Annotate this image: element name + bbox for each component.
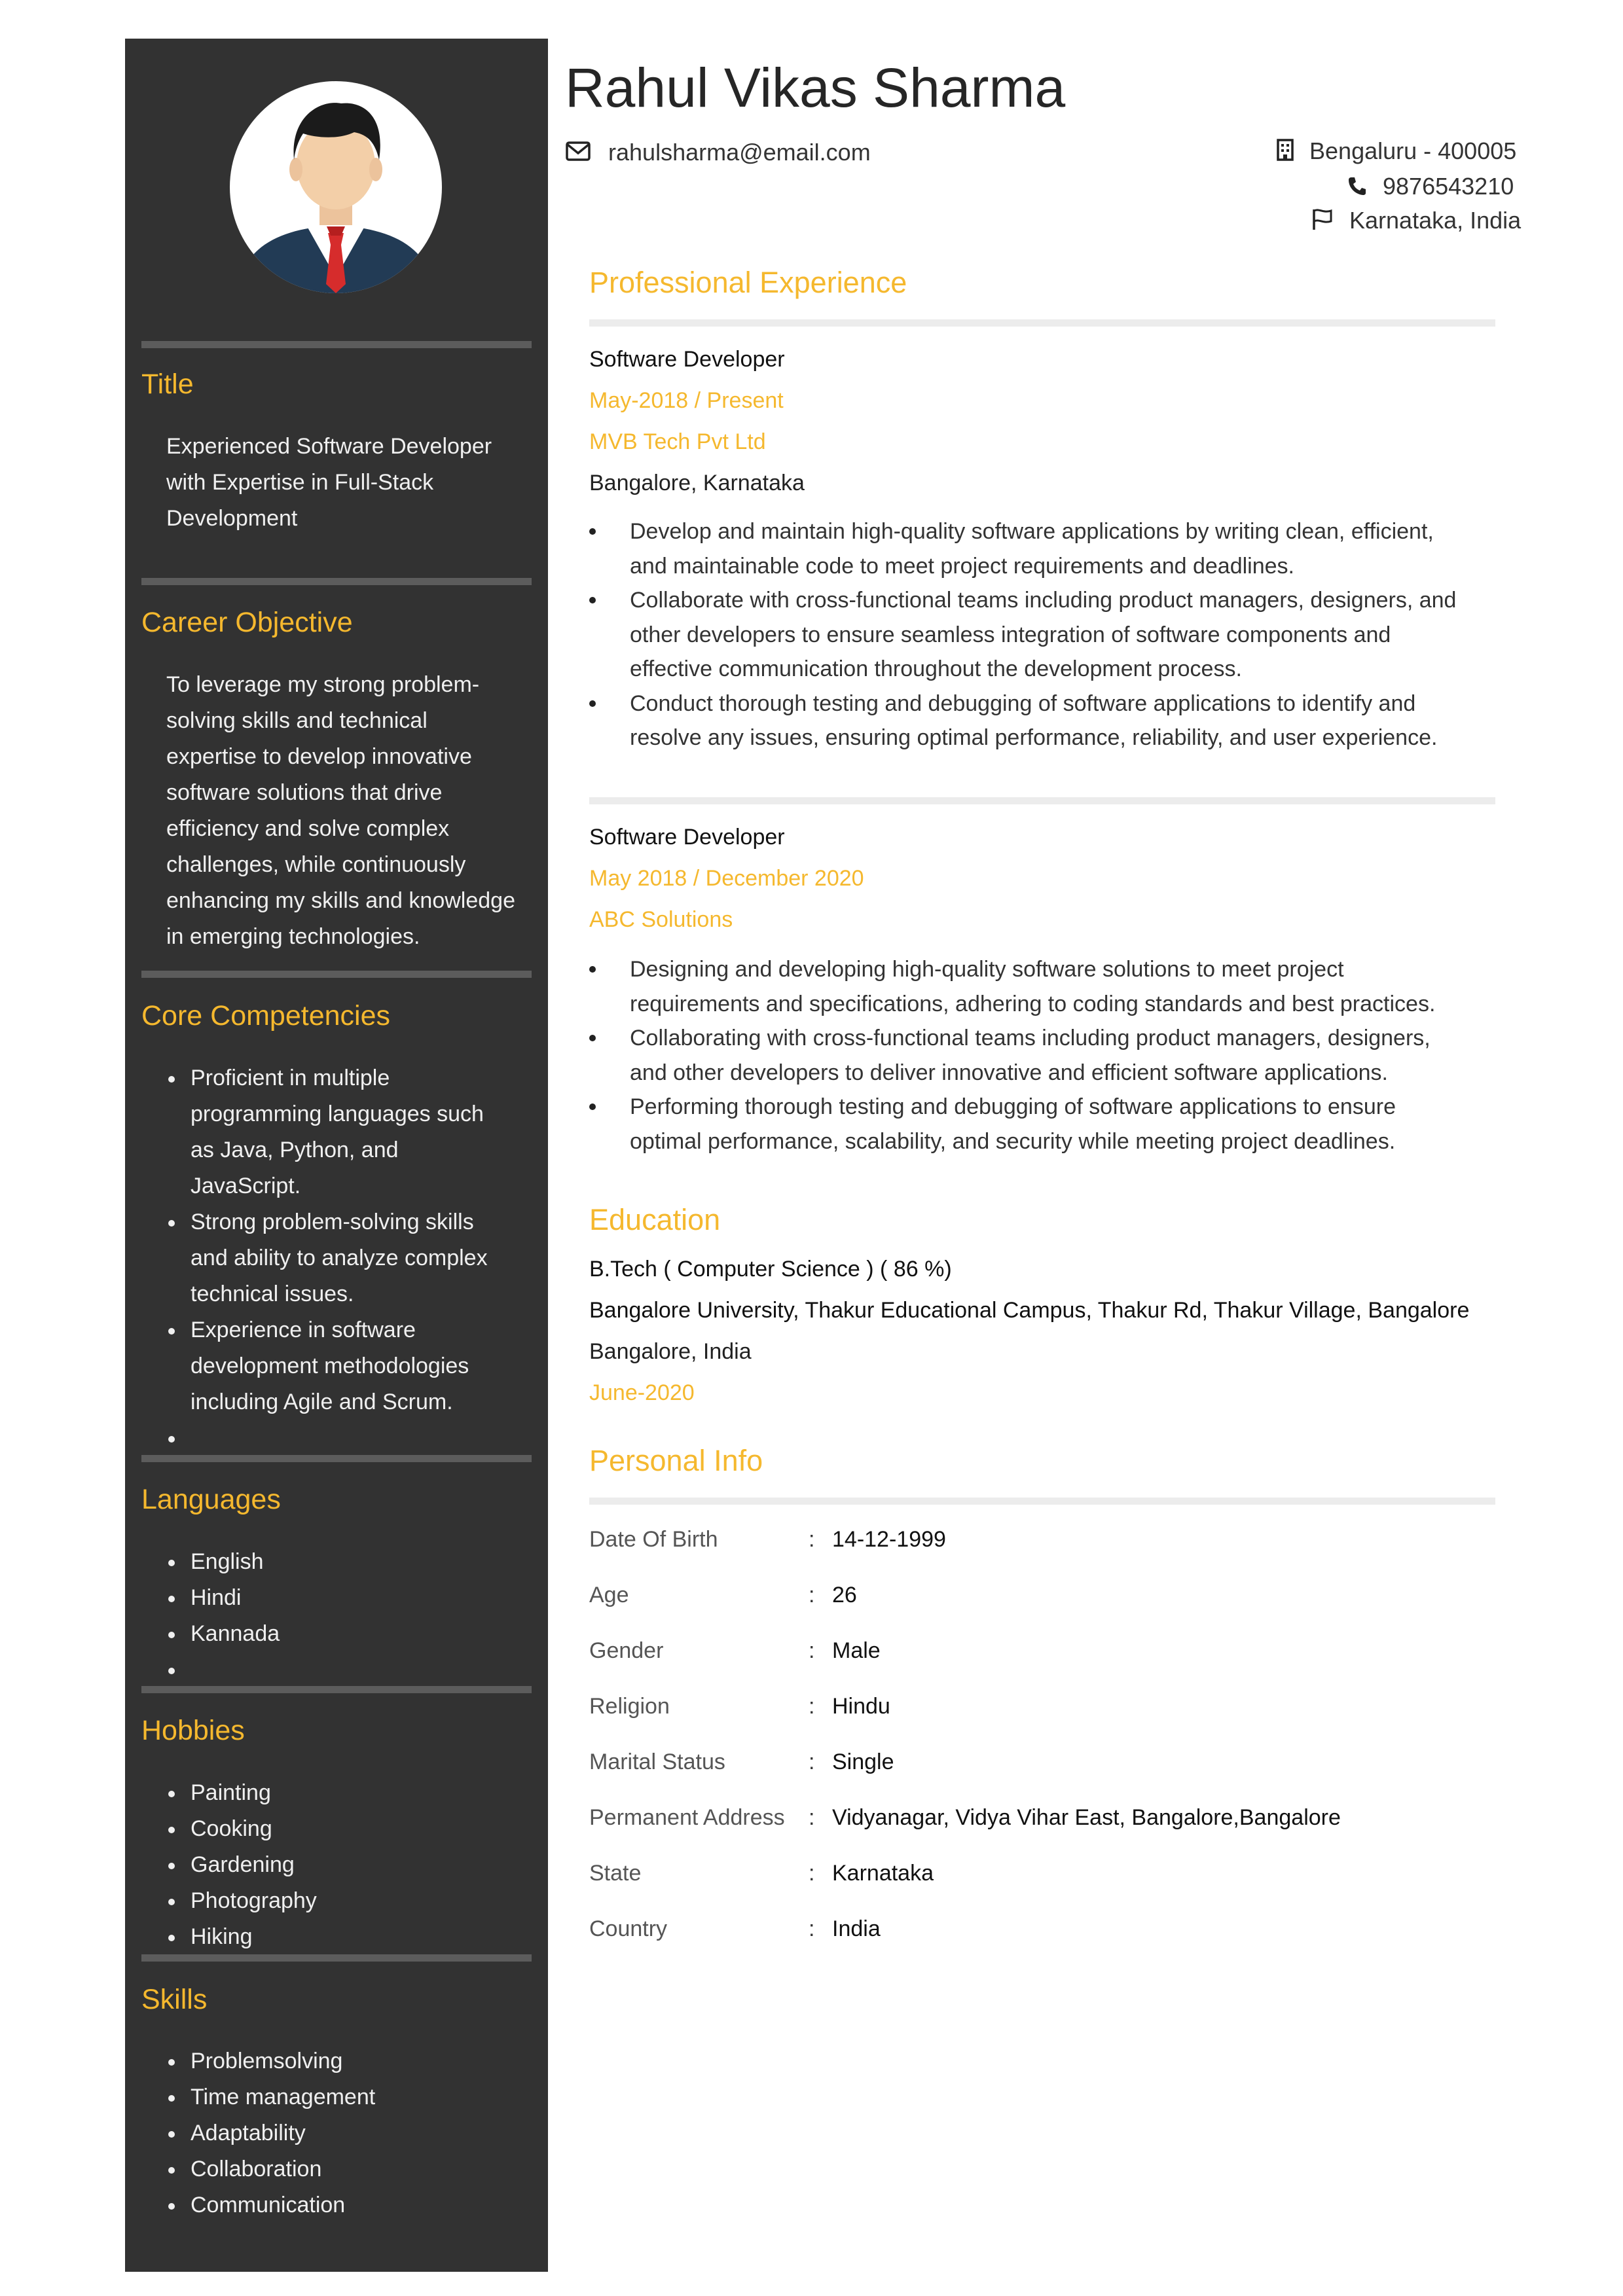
list-item: Adaptability xyxy=(141,2115,531,2151)
list-item: Strong problem-solving skills and ability to analyze complex technical issues. xyxy=(141,1204,531,1312)
job-dates: May 2018 / December 2020 xyxy=(589,866,864,891)
education-heading: Education xyxy=(589,1203,721,1236)
address-contact xyxy=(1277,137,1516,167)
list-item: Collaboration xyxy=(141,2151,531,2187)
info-separator: : xyxy=(809,1583,815,1607)
info-separator: : xyxy=(809,1749,815,1774)
core-competencies-heading: Core Competencies xyxy=(141,1000,391,1031)
building-icon xyxy=(1277,139,1294,167)
info-value: India xyxy=(832,1916,881,1941)
info-label: Gender xyxy=(589,1638,664,1663)
experience-heading: Professional Experience xyxy=(589,266,907,299)
list-item: Communication xyxy=(141,2187,531,2223)
job-role: Software Developer xyxy=(589,825,785,850)
list-item: Collaborate with cross-functional teams including product managers, designers, and other developers to ensure seamless integration of software components and effective communication throughout the development process. xyxy=(589,583,1495,687)
job-company: MVB Tech Pvt Ltd xyxy=(589,429,766,454)
info-value: Hindu xyxy=(832,1694,890,1719)
phone-contact[interactable] xyxy=(1347,173,1514,202)
email-contact[interactable] xyxy=(565,139,871,168)
info-value: 14-12-1999 xyxy=(832,1527,946,1552)
education-institution: Bangalore University, Thakur Educational Campus, Thakur Rd, Thakur Village, Bangalore xyxy=(589,1298,1470,1323)
info-separator: : xyxy=(809,1694,815,1719)
list-item: Painting xyxy=(141,1775,531,1811)
title-text: Experienced Software Developer with Expertise in Full-Stack Development xyxy=(166,434,492,531)
info-separator: : xyxy=(809,1638,815,1663)
candidate-name: Rahul Vikas Sharma xyxy=(565,57,1066,118)
list-item: Problemsolving xyxy=(141,2043,531,2079)
section-divider xyxy=(589,319,1495,327)
job-responsibilities xyxy=(589,952,1495,1158)
info-label: Date Of Birth xyxy=(589,1527,718,1552)
education-date: June-2020 xyxy=(589,1380,695,1405)
job-location: Bangalore, Karnataka xyxy=(589,471,805,495)
phone-icon xyxy=(1347,174,1367,202)
envelope-icon xyxy=(565,140,591,168)
title-heading: Title xyxy=(141,368,194,400)
info-value: Karnataka xyxy=(832,1861,934,1886)
list-item: Kannada xyxy=(141,1616,531,1652)
list-item: Hindi xyxy=(141,1580,531,1616)
list-item: Experience in software development methodologies including Agile and Scrum. xyxy=(141,1312,531,1420)
hobbies-heading: Hobbies xyxy=(141,1715,245,1746)
section-divider xyxy=(589,797,1495,804)
job-dates: May-2018 / Present xyxy=(589,388,784,413)
list-item: Time management xyxy=(141,2079,531,2115)
info-separator: : xyxy=(809,1916,815,1941)
info-label: Religion xyxy=(589,1694,670,1719)
list-item: Designing and developing high-quality software solutions to meet project requirements and specifications, adhering to coding standards and best practices. xyxy=(589,952,1495,1021)
info-label: Permanent Address xyxy=(589,1805,785,1830)
career-objective-text: To leverage my strong problem- solving skills and technical expertise to develop innovative software solutions that drive efficiency and solve complex challenges, while continuously enhancing my skills and knowledge in emerging technologies. xyxy=(166,672,515,949)
list-item: Cooking xyxy=(141,1811,531,1847)
education-location: Bangalore, India xyxy=(589,1339,752,1364)
list-item: Performing thorough testing and debugging of software applications to ensure optimal performance, scalability, and security while meeting project deadlines. xyxy=(589,1090,1495,1158)
email-text: rahulsharma@email.com xyxy=(608,139,871,166)
job-role: Software Developer xyxy=(589,347,785,372)
career-objective-heading: Career Objective xyxy=(141,607,353,638)
info-separator: : xyxy=(809,1527,815,1552)
personal-info-heading: Personal Info xyxy=(589,1444,763,1477)
info-label: State xyxy=(589,1861,642,1886)
region-text: Karnataka, India xyxy=(1349,207,1522,234)
list-item: Conduct thorough testing and debugging of software applications to identify and resolve any issues, ensuring optimal performance, reliability, and user experience. xyxy=(589,687,1495,755)
info-label: Marital Status xyxy=(589,1749,725,1774)
list-item: English xyxy=(141,1544,531,1580)
job-company: ABC Solutions xyxy=(589,907,733,932)
list-item: Proficient in multiple programming languages such as Java, Python, and JavaScript. xyxy=(141,1060,531,1204)
list-item: Collaborating with cross-functional teams including product managers, designers, and other developers to deliver innovative and efficient software applications. xyxy=(589,1021,1495,1090)
section-divider xyxy=(589,1498,1495,1505)
city-text: Bengaluru - 400005 xyxy=(1309,137,1517,164)
list-item: Photography xyxy=(141,1883,531,1919)
list-item: Hiking xyxy=(141,1919,531,1955)
info-label: Age xyxy=(589,1583,629,1607)
info-value: Single xyxy=(832,1749,894,1774)
skills-heading: Skills xyxy=(141,1984,208,2015)
info-label: Country xyxy=(589,1916,668,1941)
list-item: Develop and maintain high-quality software applications by writing clean, efficient, and maintainable code to meet project requirements and deadlines. xyxy=(589,514,1495,583)
info-value: Vidyanagar, Vidya Vihar East, Bangalore,Bangalore xyxy=(832,1805,1341,1830)
info-separator: : xyxy=(809,1861,815,1886)
region-contact xyxy=(1311,207,1521,236)
info-value: 26 xyxy=(832,1583,857,1607)
info-value: Male xyxy=(832,1638,881,1663)
education-degree: B.Tech ( Computer Science ) ( 86 %) xyxy=(589,1257,952,1282)
info-separator: : xyxy=(809,1805,815,1830)
languages-heading: Languages xyxy=(141,1484,281,1515)
flag-icon xyxy=(1311,208,1334,236)
list-item: Gardening xyxy=(141,1847,531,1883)
job-responsibilities xyxy=(589,514,1495,755)
phone-text: 9876543210 xyxy=(1383,173,1514,200)
